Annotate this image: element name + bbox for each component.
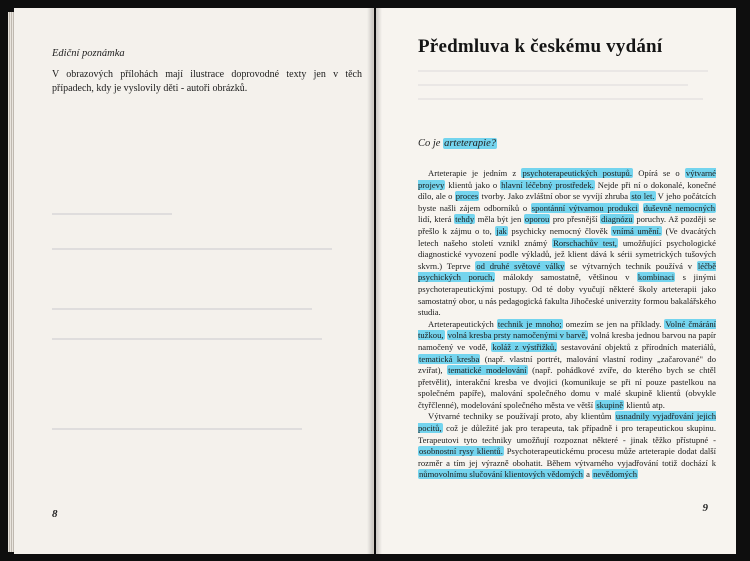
highlighted-text: tematické modelování	[448, 365, 527, 376]
show-through-line	[418, 98, 703, 100]
highlighted-text: Rorschachův test,	[553, 237, 617, 248]
highlighted-text: léčbě psychických poruch,	[418, 260, 717, 283]
text-run: a	[583, 469, 593, 480]
body-text	[418, 168, 716, 481]
highlighted-text: skupině	[596, 399, 624, 410]
section-heading	[418, 138, 497, 149]
show-through-line	[52, 308, 312, 310]
show-through-line	[52, 428, 302, 430]
show-through-line	[52, 248, 332, 250]
open-book	[14, 8, 736, 554]
text-run: klientů atp.	[624, 399, 665, 410]
text-run: Psychoterapeutickému procesu může arteterapie dodat další rozměr a tím jej výrazně obohatit. Během výtvarného vyjadřování totiž dochází k	[418, 446, 716, 468]
show-through-line	[52, 338, 322, 340]
highlighted-text: proces	[455, 191, 479, 202]
highlighted-text: usnadnily vyjadřování jejich pocitů,	[418, 411, 716, 434]
text-run: sestavování objektů z přírodních materiálů,	[557, 341, 716, 352]
highlighted-text: vnímá umění.	[612, 225, 662, 236]
page-number-left: 8	[52, 508, 58, 520]
text-run: tvorby. Jako zvláštní obor se vyvíjí zhruba	[479, 191, 631, 202]
text-run: což je důležité jak pro terapeuta, tak případně i pro terapeutickou skupinu. Terapeutovi tyto techniky umožňují rozpoznat některé - jinak těžko přístupné -	[418, 423, 716, 445]
section-heading-prefix: Co je	[418, 138, 444, 149]
gutter-shadow	[376, 8, 382, 554]
text-run	[639, 203, 643, 213]
text-run: umožňující psychologické diagnostické vyvození podle výkladů, jež klient dává k sérii symetrických tušových skvrn.) Teprve	[418, 237, 716, 271]
section-heading-highlight: arteterapie?	[444, 138, 496, 149]
highlighted-text: kombinaci	[637, 272, 675, 283]
highlighted-text: jak	[496, 225, 507, 236]
paragraph	[418, 411, 716, 481]
highlighted-text: nůmovolnímu slučování klientových vědomých	[419, 469, 583, 480]
highlighted-text: Volné čmárání tužkou,	[418, 318, 717, 341]
highlighted-text: diagnózu	[601, 214, 633, 225]
editorial-note-title: Ediční poznámka	[52, 48, 125, 59]
text-run: omezím se jen na příklady.	[562, 318, 665, 329]
text-run: Opírá se o	[632, 168, 685, 178]
text-run: poruchy. Až později se přešlo k zájmu o to,	[418, 214, 716, 236]
text-run: (např. vlastní portrét, malování vlastní rodiny „začarované" do zvířat),	[418, 353, 716, 376]
show-through-line	[418, 70, 708, 72]
highlighted-text: hlavní léčebný prostředek.	[501, 179, 594, 190]
text-run: Výtvarné techniky se používají proto, aby klientům	[428, 411, 615, 422]
highlighted-text: psychoterapeutických postupů.	[522, 168, 632, 178]
text-run: měla být jen	[475, 214, 524, 225]
text-run: klientů jako o	[445, 179, 501, 190]
text-run: (např. pohádkové zvíře, do kterého bych se chtěl přetvělit), interakční kresba ve dvojici (komunikuje se při ní pouze pastelkou na společném papíře), malování společného domu v malé skupině klientů (obvykle čtyřčlenné), modelování společného města ve větší	[418, 365, 716, 410]
highlighted-text: tehdy	[455, 214, 475, 225]
text-run: pro přesnější	[550, 214, 601, 225]
highlighted-text: technik je mnoho;	[497, 318, 562, 329]
text-run: lidí, která	[418, 214, 455, 225]
paragraph	[418, 168, 716, 319]
left-page	[14, 8, 374, 554]
text-run: volná kresba jednou barvou na papír namočený ve vodě,	[418, 330, 717, 352]
editorial-note-text: V obrazových přílohách mají ilustrace doprovodné texty jen v těch případech, kdy je vyslovily děti - autoři obrázků.	[52, 69, 362, 94]
highlighted-text: koláž z výstřižků,	[492, 341, 557, 352]
text-run: Arteterapie je jedním z	[428, 168, 522, 178]
highlighted-text: oporou	[524, 214, 550, 225]
paragraph	[418, 319, 716, 412]
text-run: málokdy samostatně, většinou v	[495, 272, 637, 283]
text-run: se výtvarných technik používá v	[565, 260, 697, 271]
highlighted-text: tematická kresba	[419, 353, 480, 364]
highlighted-text: nevědomých	[593, 469, 638, 480]
right-page	[376, 8, 736, 554]
text-run: V jeho počátcích byste našli zájem odborníků o	[418, 191, 717, 213]
highlighted-text: duševně nemocných	[643, 202, 715, 213]
text-run: (Ve dvacátých letech našeho století vznikl známý	[418, 225, 716, 248]
gutter-shadow	[367, 8, 373, 554]
text-run: s jinými psychoterapeutickými postupy. Od té doby vyučují některé školy arteterapii jako samostatný obor, u nás pedagogická fakulta Jihočeské univerzity formou bakalářského studia.	[418, 272, 716, 318]
page-number-right: 9	[702, 502, 708, 514]
text-run: Nejde při ní o dokonalé, konečné dílo, ale o	[418, 179, 716, 202]
highlighted-text: od druhé světové války	[476, 260, 565, 271]
show-through-line	[52, 213, 172, 215]
highlighted-text: výtvarné projevy	[418, 168, 716, 190]
text-run: Arteterapeutických	[428, 318, 497, 329]
text-run: psychicky nemocný člověk	[507, 225, 612, 236]
chapter-title: Předmluva k českému vydání	[418, 36, 663, 57]
highlighted-text: osobnostní rysy klientů.	[419, 446, 503, 457]
show-through-line	[418, 84, 688, 86]
highlighted-text: volná kresba prsty namočenými v barvě,	[447, 330, 588, 341]
highlighted-text: spontánní výtvarnou produkci	[531, 202, 638, 213]
highlighted-text: sto let.	[631, 191, 655, 202]
